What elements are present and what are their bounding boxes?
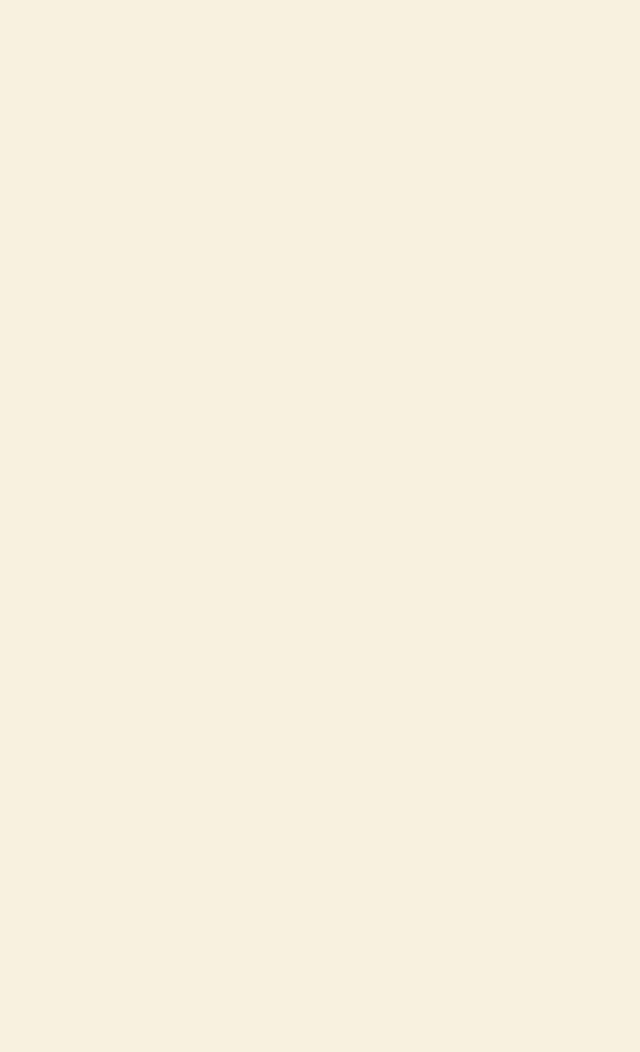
continued-hymn-lyric-line bbox=[0, 152, 640, 167]
